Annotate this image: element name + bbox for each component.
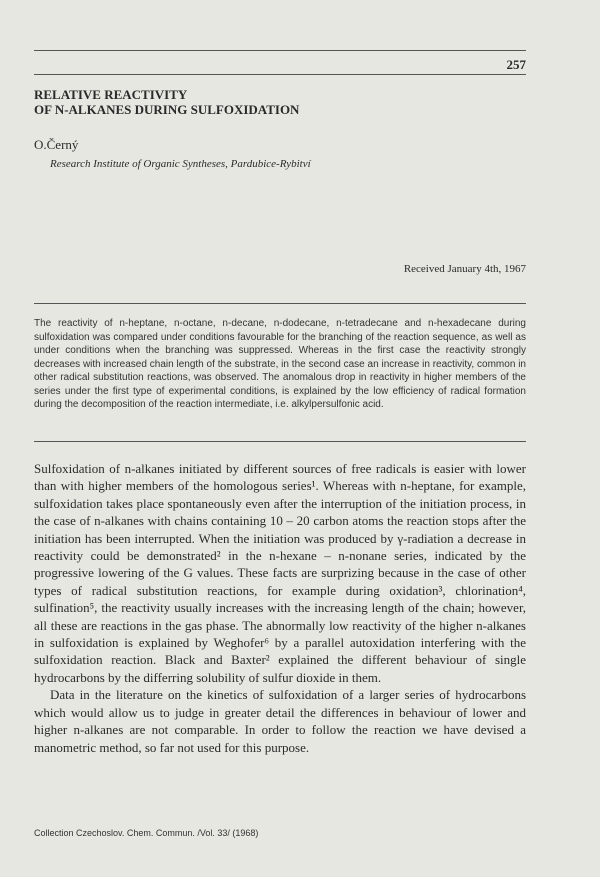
- header-rule-lower: [34, 74, 526, 75]
- title-line-1: RELATIVE REACTIVITY: [34, 87, 188, 102]
- header-rule: [34, 50, 526, 51]
- body-paragraph-2: Data in the literature on the kinetics of sulfoxidation of a larger series of hydrocarbons which would allow us to judge in greater detail the differences in behaviour of lower and higher n-alkanes are not comparable. In order to follow the reaction we have devised a manometric method, so far not used for this purpose.: [34, 687, 526, 755]
- article-body: [34, 460, 526, 756]
- article-title: [34, 87, 299, 117]
- abstract-bottom-rule: [34, 441, 526, 442]
- body-paragraph-1: Sulfoxidation of n-alkanes initiated by different sources of free radicals is easier with lower than with higher members of the homologous series¹. Whereas with n-heptane, for example, sulfoxidation takes place spontaneously even after the interruption of the initiation process, in the case of n-alkanes with chains containing 10 – 20 carbon atoms the reaction stops after the initiation has been interrupted. When the initiation was produced by γ-radiation a decrease in reactivity could be demonstrated² in the n-hexane – n-nonane series, indicated by the progressive lowering of the G values. These facts are surprizing because in the case of other types of radical substitution reactions, for example during oxidation³, chlorination⁴, sulfination⁵, the reactivity usually increases with the increasing length of the chain; however, all these are reactions in the gas phase. The abnormally low reactivity of the higher n-alkanes in sulfoxidation is explained by Weghofer⁶ by a parallel autoxidation interfering with the sulfoxidation reaction. Black and Baxter² explained the different behaviour of single hydrocarbons by the differring solubility of sulfur dioxide in them.: [34, 461, 526, 685]
- author-affiliation: Research Institute of Organic Syntheses, Pardubice-Rybitví: [50, 158, 311, 170]
- received-date: Received January 4th, 1967: [403, 263, 526, 275]
- abstract-top-rule: [34, 303, 526, 304]
- abstract-text: The reactivity of n-heptane, n-octane, n-decane, n-dodecane, n-tetradecane and n-hexadecane during sulfoxidation was compared under conditions favourable for the branching of the reaction sequence, as well as under conditions when the branching was suppressed. Whereas in the first case the reactivity strongly decreases with increased chain length of the substrate, in the second case an increase in reactivity, common in other radical substitution reactions, was observed. The anomalous drop in reactivity in higher members of the series under the first type of experimental conditions, is explained by the low efficiency of radical formation during the decomposition of the reaction intermediate, i.e. alkylpersulfonic acid.: [34, 318, 526, 410]
- author-name: O.Černý: [34, 137, 79, 152]
- title-line-2: OF N-ALKANES DURING SULFOXIDATION: [34, 102, 300, 117]
- journal-citation: Collection Czechoslov. Chem. Commun. /Vol. 33/ (1968): [34, 828, 259, 838]
- page-number: 257: [506, 57, 526, 72]
